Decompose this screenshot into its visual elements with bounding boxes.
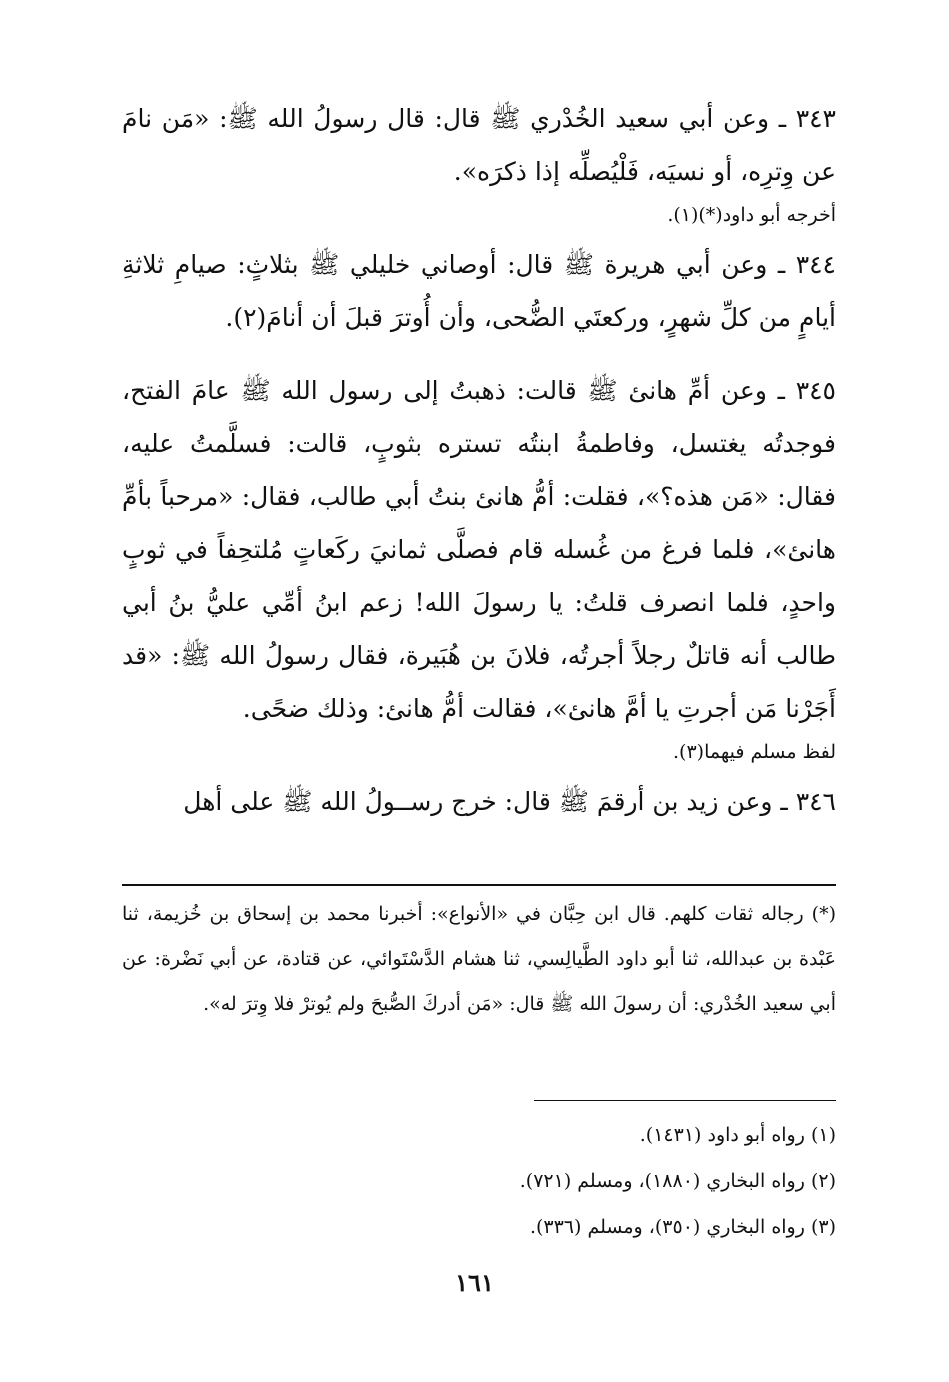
footnotes-short-rule xyxy=(534,1100,836,1101)
footnote-1: (١) رواه أبو داود (١٤٣١). xyxy=(639,1124,836,1146)
hadith-345-source: لفظ مسلم فيهما(٣). xyxy=(672,741,836,763)
footnote-star: (*) رجاله ثقات كلهم. قال ابن حِبَّان في «الأنواع»: أخبرنا محمد بن إسحاق بن خُزيمة، ثنا عَبْدة بن عبدالله، ثنا أبو داود الطَّيالِسي، ثنا هشام الدَّسْتَوائي، عن قتادة، عن أبي نَضْرة: عن أبي سعيد الخُدْري: أن رسولَ الله ﷺ قال: «مَن أدركَ الصُّبحَ ولم يُوترْ فلا وِترَ له». xyxy=(122,903,836,1015)
hadith-345-text: ٣٤٥ ـ وعن أمِّ هانئ ﷺ قالت: ذهبتُ إلى رسول الله ﷺ عامَ الفتح، فوجدتُه يغتسل، وفاطمةُ ابنتُه تستره بثوبٍ، قالت: فسلَّمتُ عليه، فقال: «مَن هذه؟»، فقلت: أمُّ هانئ بنتُ أبي طالب، فقال: «مرحباً بأمِّ هانئ»، فلما فرغ من غُسله قام فصلَّى ثمانيَ ركَعاتٍ مُلتحِفاً في ثوبٍ واحدٍ، فلما انصرف قلتُ: يا رسولَ الله! زعم ابنُ أمِّي عليُّ بنُ أبي طالب أنه قاتلٌ رجلاً أجرتُه، فلانَ بن هُبَيرة، فقال رسولُ الله ﷺ: «قد أَجَرْنا مَن أجرتِ يا أمَّ هانئ»، فقالت أمُّ هانئ: وذلك ضحًى. xyxy=(122,376,836,723)
hadith-343-text: ٣٤٣ ـ وعن أبي سعيد الخُدْري ﷺ قال: قال رسولُ الله ﷺ: «مَن نامَ عن وِترِه، أو نسيَه، فَلْيُصلِّه إذا ذكرَه». xyxy=(122,104,836,186)
footnote-divider xyxy=(122,884,836,886)
footnote-3: (٣) رواه البخاري (٣٥٠)، ومسلم (٣٣٦). xyxy=(529,1216,836,1238)
hadith-346-text: ٣٤٦ ـ وعن زيد بن أرقمَ ﷺ قال: خرج رســولُ الله ﷺ على أهل xyxy=(183,787,836,816)
hadith-343-source: أخرجه أبو داود(*)(١). xyxy=(667,204,836,226)
main-text xyxy=(122,92,836,828)
page-number: ١٦١ xyxy=(455,1268,494,1297)
footnote-2: (٢) رواه البخاري (١٨٨٠)، ومسلم (٧٢١). xyxy=(519,1170,836,1192)
footnotes-list xyxy=(122,1112,836,1250)
hadith-344-text: ٣٤٤ ـ وعن أبي هريرة ﷺ قال: أوصاني خليلي ﷺ بثلاثٍ: صيامِ ثلاثةِ أيامٍ من كلِّ شهرٍ، وركعتَي الضُّحى، وأن أُوترَ قبلَ أن أنامَ(٢). xyxy=(122,250,836,332)
